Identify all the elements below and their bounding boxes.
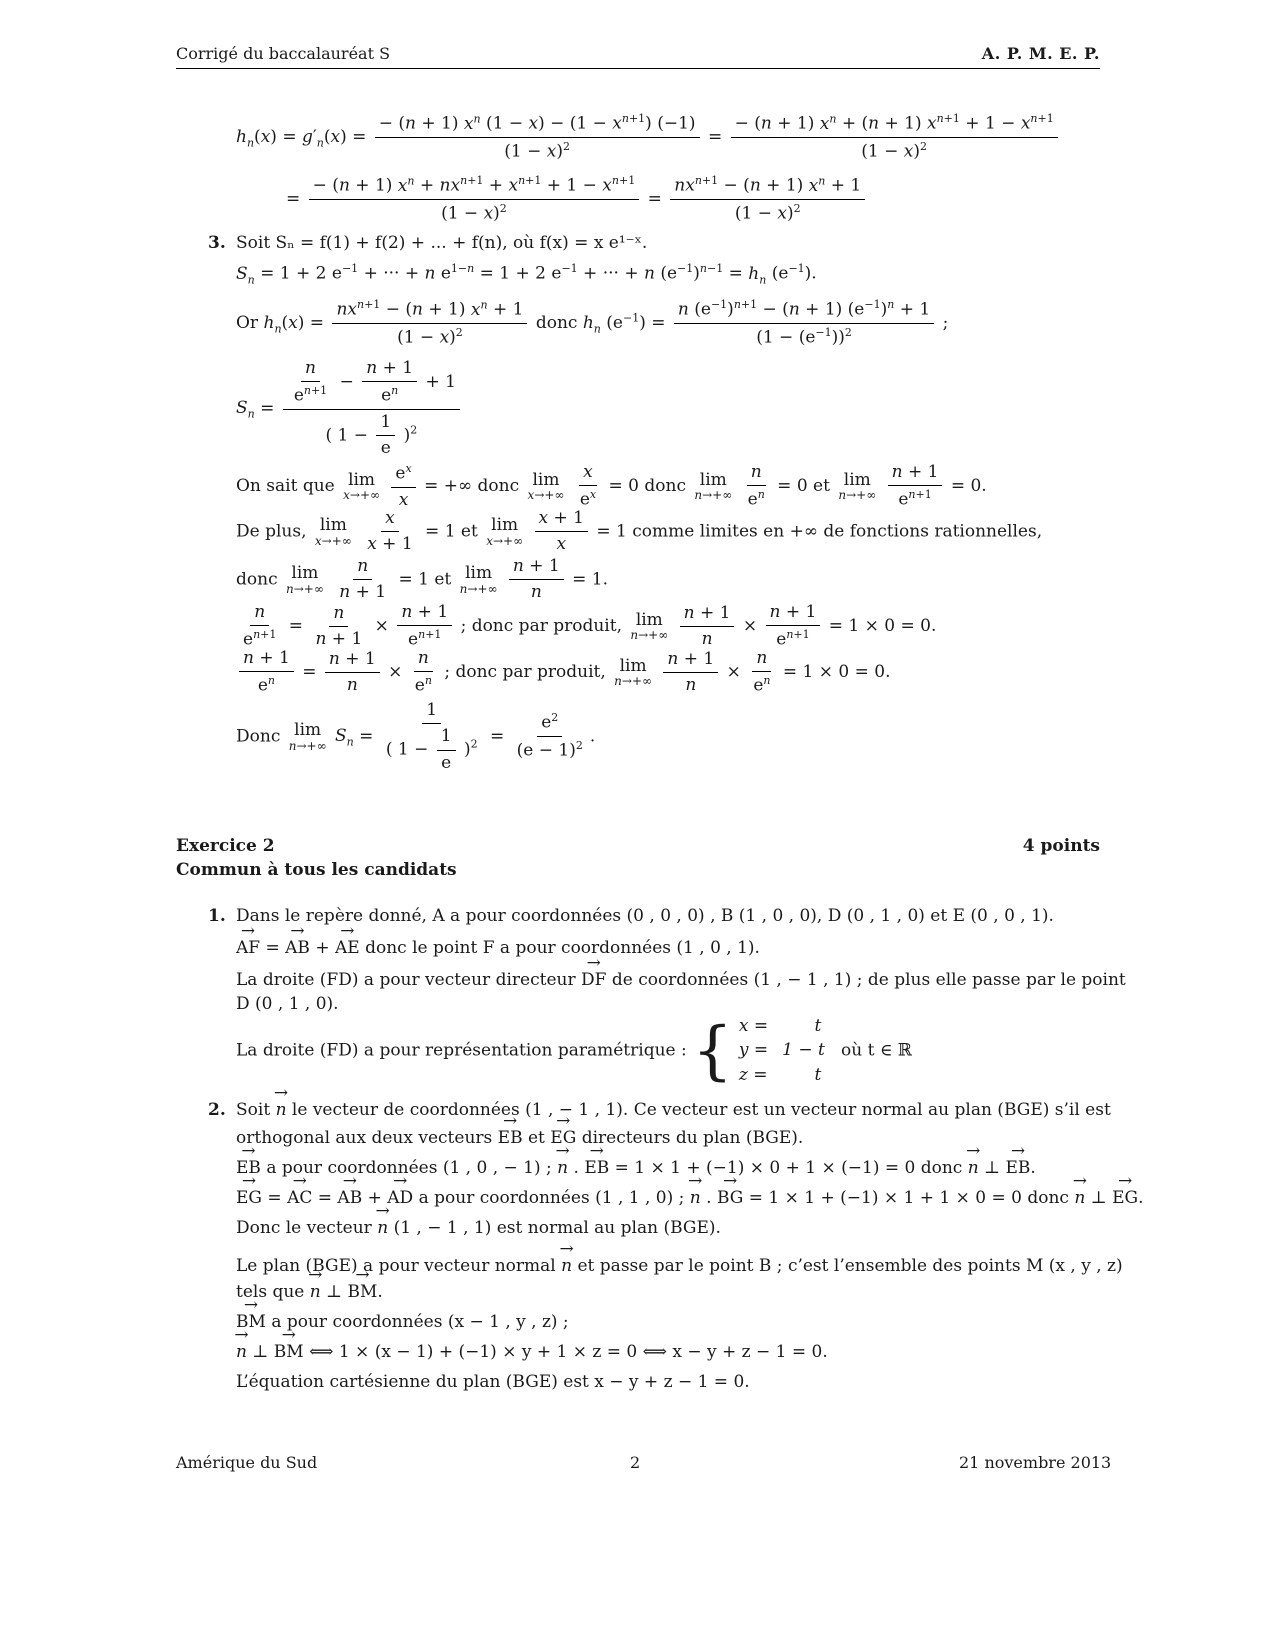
q2-a: Soit [236,1100,271,1120]
ex2-q1-label: 1. [208,906,226,926]
q2-h: tels que [236,1282,305,1302]
q3-sn-fraction: $S_n$ = $\frac{n}{e^{n+1}}$ − $\frac{n + 1}{e^n}$ + 1 ( 1 − $\frac{1}{e}$ )$^2$ [236,358,463,460]
ex2-q2-line9: → n ⊥ → BM ⟺ 1 × (x − 1) + (−1) × y + 1 × z = 0 ⟺ x − y + z − 1 = 0. [236,1342,828,1363]
q2-i: a pour coordonnées (x − 1 , y , z) ; [271,1312,569,1332]
ex2-q2-line3: → EB a pour coordonnées (1 , 0 , − 1) ; → n . → EB = 1 × 1 + (−1) × 0 + 1 × (−1) = 0 donc → n ⊥ → EB. [236,1158,1036,1179]
q2-b: le vecteur de coordonnées (1 , − 1 , 1). Ce vecteur est un vecteur normal au plan (BGE) s’il est [291,1100,1111,1120]
on-sait-que-text: On sait que [236,476,335,497]
exercise-2-title: Exercice 2 [176,836,275,856]
q2-e1: a pour coordonnées (1 , 1 , 0) ; [418,1188,685,1208]
donc-par-produit-2: ; donc par produit, [444,662,606,683]
ex2-q2-line4: → EG = → AC = → AB + → AD a pour coordonnées (1 , 1 , 0) ; → n . → BG = 1 × 1 + (−1) × 1 + 1 × 0 = 0 donc → n ⊥ → EG. [236,1188,1144,1209]
footer-page-number: 2 [630,1453,641,1472]
q3-conclusion: Donc lim n→+∞ $S_n$ = 1 ( 1 − $\frac{1}{e}$ )$^2$ = $\frac{e^2}{(e - 1)^2}$ . [236,700,596,773]
donc-word: donc [236,569,278,590]
ex2-q2-line2: orthogonal aux deux vecteurs → EB et → EG directeurs du plan (BGE). [236,1128,803,1149]
page-header [176,42,1100,69]
q3-sn-expansion: $S_n = 1 + 2$ $e^{-1}$ + ··· + n $e^{1-n} = 1 + 2$ $e^{-1}$ + ··· + n $(e^{-1})^{n-1} = h_n$ $(e^{-1})$. [236,262,817,287]
q2-j: ⟺ 1 × (x − 1) + (−1) × y + 1 × z = 0 ⟺ x − y + z − 1 = 0. [309,1342,828,1362]
q2-c: orthogonal aux deux vecteurs [236,1128,493,1148]
exercise-2-points: 4 points [1022,836,1100,856]
ex2-q2-line10: L’équation cartésienne du plan (BGE) est x − y + z − 1 = 0. [236,1372,750,1392]
q1-line2-tail: donc le point F a pour coordonnées (1 , 0 , 1). [365,938,760,958]
header-title: Corrigé du baccalauréat S [176,44,391,63]
q3-produit-2: $\frac{n + 1}{e^n}$ = $\frac{n + 1}{n}$ × $\frac{n}{e^n}$ ; donc par produit, lim n→+∞ $\frac{n + 1}{n}$ × $\frac{n}{e^n}$ = 1 × 0 = 0. [236,648,890,697]
q3-de-plus: De plus, lim x→+∞ $\frac{x}{x + 1}$ = 1 et lim x→+∞ $\frac{x + 1}{x}$ = 1 comme limites en +∞ de fonctions rationnelles, [236,508,1043,555]
ex2-q2-label: 2. [208,1100,226,1120]
header-org: A. P. M. E. P. [981,44,1100,63]
ex2-q1-line4: D (0 , 1 , 0). [236,994,339,1014]
q2-g2: et passe par le point B ; c’est l’ensemble des points M (x , y , z) [577,1256,1123,1276]
q2-c2: et [527,1128,545,1148]
q3-produit-1: $\frac{n}{e^{n+1}}$ = $\frac{n}{n + 1}$ × $\frac{n + 1}{e^{n+1}}$ ; donc par produit, lim n→+∞ $\frac{n + 1}{n}$ × $\frac{n + 1}{e^{n+1}}$ = 1 × 0 = 0. [243,602,937,650]
de-plus-text: De plus, [236,521,307,542]
ex2-q1-line3: La droite (FD) a pour vecteur directeur → DF de coordonnées (1 , − 1 , 1) ; de plus elle passe par le point [236,970,1126,991]
q3-label: 3. [208,233,226,253]
hn-derivative-line1: $h_n(x) = g'_n(x)$ = $\frac{- (n + 1) x^n (1 - x) - (1 - x^{n+1}) (-1)}{(1 - x)^2}$ = $\frac{- (n + 1) x^n + (n + 1) x^{n+1} + 1 - x^{n+1}}{(1 - x)^2}$ [236,112,1061,163]
q2-g1: Le plan (BGE) a pour vecteur normal [236,1256,556,1276]
q1-line5: La droite (FD) a pour représentation paramétrique : [236,1040,687,1061]
q2-c3: directeurs du plan (BGE). [581,1128,804,1148]
q3-on-sait-que: On sait que lim x→+∞ $\frac{e^x}{x}$ = +∞ donc lim x→+∞ $\frac{x}{e^x}$ = 0 donc lim n→+∞ $\frac{n}{e^n}$ = 0 et lim n→+∞ $\frac{n + 1}{e^{n+1}}$ = 0. [236,462,987,510]
q3-or-line: Or $h_n(x)$ = $\frac{nx^{n+1} - (n + 1) x^n + 1}{(1 - x)^2}$ donc $h_n$ $(e^{-1})$ = $\frac{n (e^{-1})^{n+1} - (n + 1) (e^{-1})^n + 1}{(1 - (e^{-1}))^2}$ ; [236,298,949,348]
q3-intro: Soit Sₙ = f(1) + f(2) + ... + f(n), où f(x) = x e¹⁻ˣ. [236,233,648,253]
ex2-q1-line1: Dans le repère donné, A a pour coordonnées (0 , 0 , 0) , B (1 , 0 , 0), D (0 , 1 , 0) et E (0 , 0 , 1). [236,906,1054,926]
q1-line3a: La droite (FD) a pour vecteur directeur [236,970,576,990]
ex2-q1-param: La droite (FD) a pour représentation paramétrique : { x = t y = 1 − t z = t où t ∈ ℝ [236,1013,912,1088]
donc-text: donc [535,312,578,333]
footer-location: Amérique du Sud [176,1453,318,1472]
q2-f: Donc le vecteur [236,1218,372,1238]
q3-donc-lim: donc lim n→+∞ $\frac{n}{n + 1}$ = 1 et lim n→+∞ $\frac{n + 1}{n}$ = 1. [236,556,609,603]
ex2-q2-line1: Soit → n le vecteur de coordonnées (1 , − 1 , 1). Ce vecteur est un vecteur normal au plan (BGE) s’il est [236,1100,1111,1121]
q1-ou: où t ∈ ℝ [841,1040,912,1061]
hn-derivative-line2: = $\frac{- (n + 1) x^n + nx^{n+1} + x^{n+1} + 1 - x^{n+1}}{(1 - x)^2}$ = $\frac{nx^{n+1} - (n + 1) x^n + 1}{(1 - x)^2}$ [286,174,868,225]
donc-par-produit-1: ; donc par produit, [460,616,622,637]
footer-date: 21 novembre 2013 [959,1453,1112,1472]
q1-line3b: de coordonnées (1 , − 1 , 1) ; de plus elle passe par le point [611,970,1126,990]
exercise-2-subtitle: Commun à tous les candidats [176,860,457,880]
or-text: Or [236,312,259,333]
q2-f2: (1 , − 1 , 1) est normal au plan (BGE). [393,1218,721,1238]
q2-d1: a pour coordonnées (1 , 0 , − 1) ; [266,1158,552,1178]
ex2-q2-line6: Le plan (BGE) a pour vecteur normal → n et passe par le point B ; c’est l’ensemble des points M (x , y , z) [236,1256,1123,1277]
q2-d2: = 1 × 1 + (−1) × 0 + 1 × (−1) = 0 donc [614,1158,963,1178]
ex2-q1-line2: → AF = → AB + → AE donc le point F a pour coordonnées (1 , 0 , 1). [236,938,760,959]
ex2-q2-line5: Donc le vecteur → n (1 , − 1 , 1) est normal au plan (BGE). [236,1218,721,1239]
ex2-q2-line8: → BM a pour coordonnées (x − 1 , y , z) ; [236,1312,569,1333]
ex2-q2-line7: tels que → n ⊥ → BM. [236,1282,383,1303]
comme-limites-text: = 1 comme limites en +∞ de fonctions rationnelles, [596,521,1043,542]
donc-final: Donc [236,726,281,747]
q2-e2: = 1 × 1 + (−1) × 1 + 1 × 0 = 0 donc [748,1188,1069,1208]
